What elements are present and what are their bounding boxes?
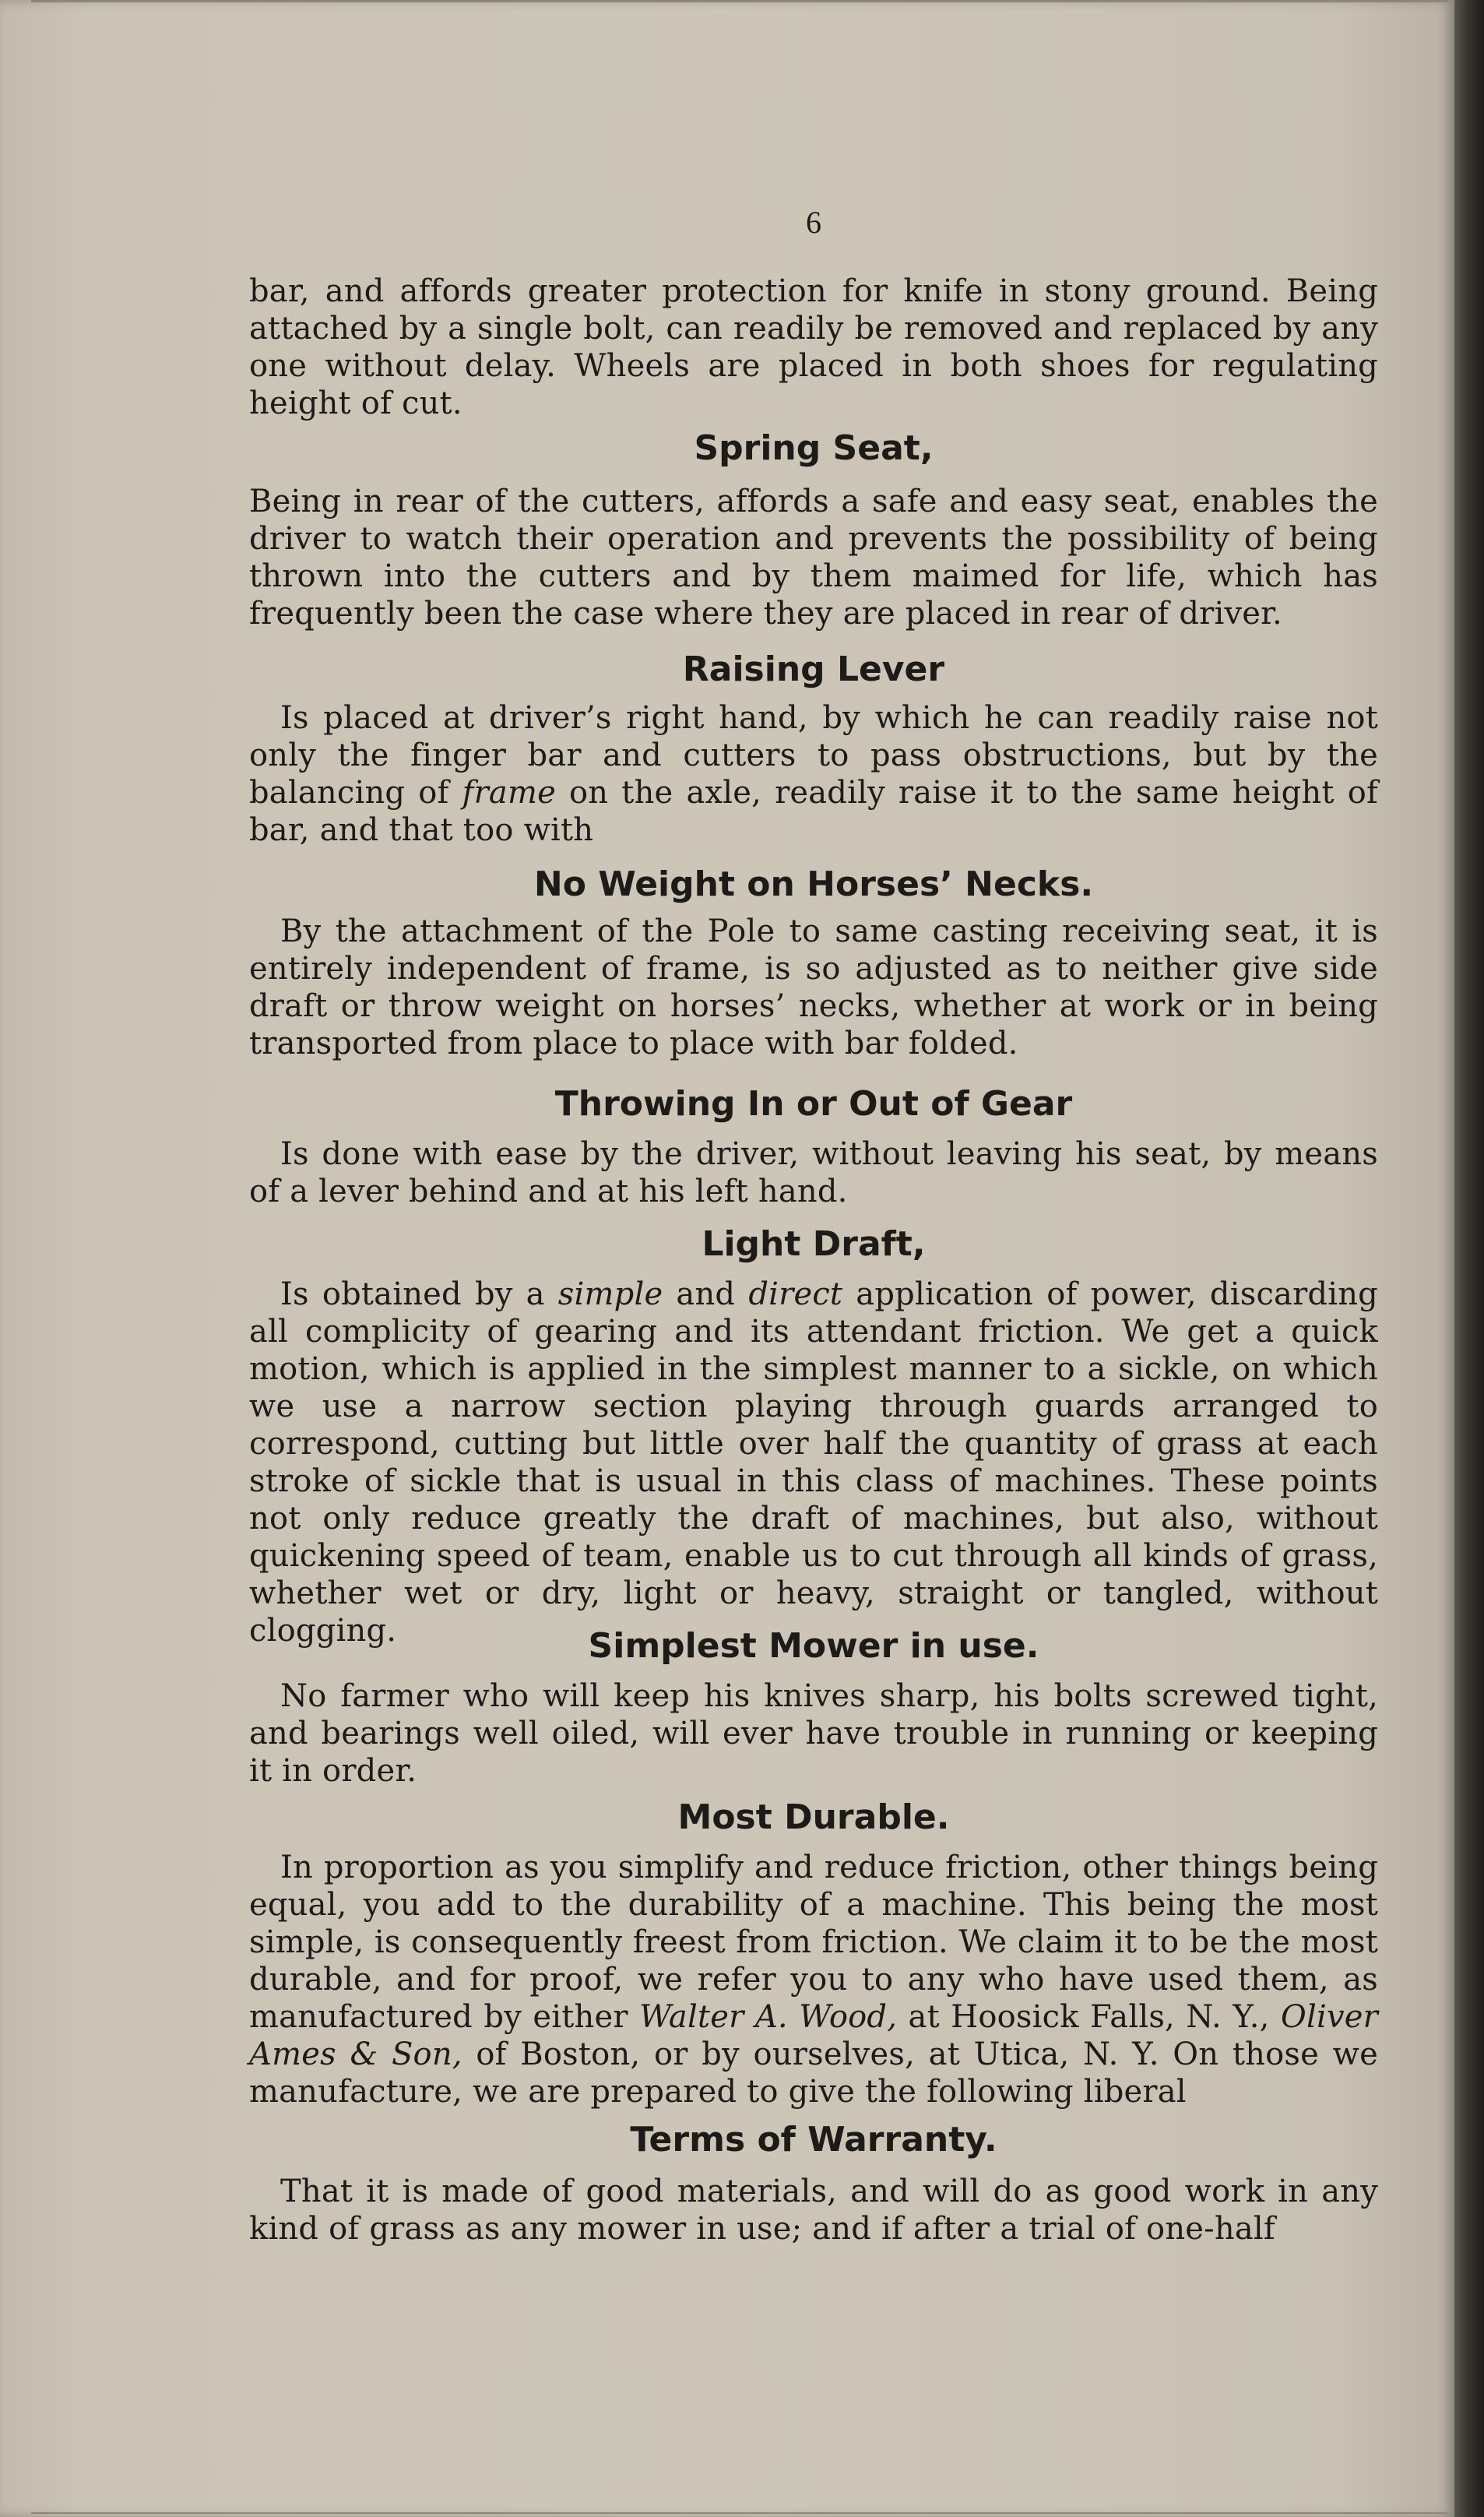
page-bottom-edge — [31, 2512, 1448, 2514]
most-durable-paragraph — [249, 1849, 1378, 2110]
most-durable-text-2: at Hoosick Falls, N. Y., — [897, 1999, 1282, 2035]
raising-lever-italic-frame: frame — [462, 775, 556, 811]
page-top-edge — [31, 0, 1448, 2]
raising-lever-text-2: on the axle, readily raise it to the same height of bar, and that too with — [249, 775, 1378, 848]
heading-no-weight: No Weight on Horses’ Necks. — [533, 864, 1094, 904]
intro-paragraph: bar, and affords greater protection for knife in stony ground. Being attached by a single bolt, can readily be removed and replaced by any one without delay. Wheels are placed in both shoes for regulating height of cut. — [249, 273, 1378, 421]
raising-lever-paragraph — [249, 699, 1378, 849]
most-durable-italic-wood: Walter A. Wood, — [639, 1999, 898, 2035]
warranty-paragraph: That it is made of good materials, and will do as good work in any kind of grass as any mower in use; and if after a trial of one-half — [249, 2174, 1378, 2247]
most-durable-italic-ames: Oliver Ames & Son, — [249, 1999, 1378, 2072]
raising-lever-text-1: Is placed at driver’s right hand, by which he can readily raise not only the finger bar and cutters to pass obstructions, but by the balancing of — [249, 700, 1378, 811]
heading-light-draft: Light Draft, — [702, 1224, 926, 1264]
no-weight-paragraph: By the attachment of the Pole to same casting receiving seat, it is entirely independent of frame, is so adjusted as to neither give side draft or throw weight on horses’ necks, whether at work or in being transported from place to place with bar folded. — [249, 914, 1378, 1061]
heading-raising-lever: Raising Lever — [682, 649, 945, 689]
heading-simplest-mower: Simplest Mower in use. — [588, 1626, 1039, 1666]
light-draft-italic-direct: direct — [748, 1276, 843, 1312]
most-durable-text-3: of Boston, or by ourselves, at Utica, N. Y. On those we manufacture, we are prepared to give the following liberal — [249, 2036, 1378, 2110]
light-draft-text-2: and — [663, 1276, 749, 1312]
book-spine — [1454, 0, 1484, 2517]
light-draft-text-1: Is obtained by a — [280, 1276, 558, 1312]
light-draft-italic-simple: simple — [557, 1276, 663, 1312]
spring-seat-paragraph: Being in rear of the cutters, affords a safe and easy seat, enables the driver to watch their operation and prevents the possibility of being thrown into the cutters and by them maimed for life, which has frequently been the case where they are placed in rear of driver. — [249, 484, 1378, 632]
light-draft-text-3: application of power, discarding all complicity of gearing and its attendant friction. We get a quick motion, which is applied in the simplest manner to a sickle, on which we use a narrow section playing through guards arranged to correspond, cutting but little over half the quantity of grass at each stroke of sickle that is usual in this class of machines. These points not only reduce greatly the draft of machines, but also, without quickening speed of team, enable us to cut through all kinds of grass, whether wet or dry, light or heavy, straight or tangled, without clogging. — [249, 1276, 1378, 1649]
throwing-gear-paragraph: Is done with ease by the driver, without leaving his seat, by means of a lever behind and at his left hand. — [249, 1136, 1378, 1209]
light-draft-paragraph — [249, 1276, 1378, 1649]
heading-warranty: Terms of Warranty. — [630, 2120, 997, 2160]
heading-most-durable: Most Durable. — [677, 1797, 950, 1837]
heading-spring-seat: Spring Seat, — [694, 428, 934, 468]
most-durable-text-1: In proportion as you simplify and reduce friction, other things being equal, you add to the durability of a machine. This being the most simple, is consequently freest from friction. We claim it to be the most durable, and for proof, we refer you to any who have used them, as manufactured by either — [249, 1850, 1378, 2035]
simplest-mower-paragraph: No farmer who will keep his knives sharp, his bolts screwed tight, and bearings well oiled, will ever have trouble in running or keeping it in order. — [249, 1678, 1378, 1789]
page-number: 6 — [806, 205, 821, 240]
heading-throwing-gear: Throwing In or Out of Gear — [554, 1084, 1073, 1124]
